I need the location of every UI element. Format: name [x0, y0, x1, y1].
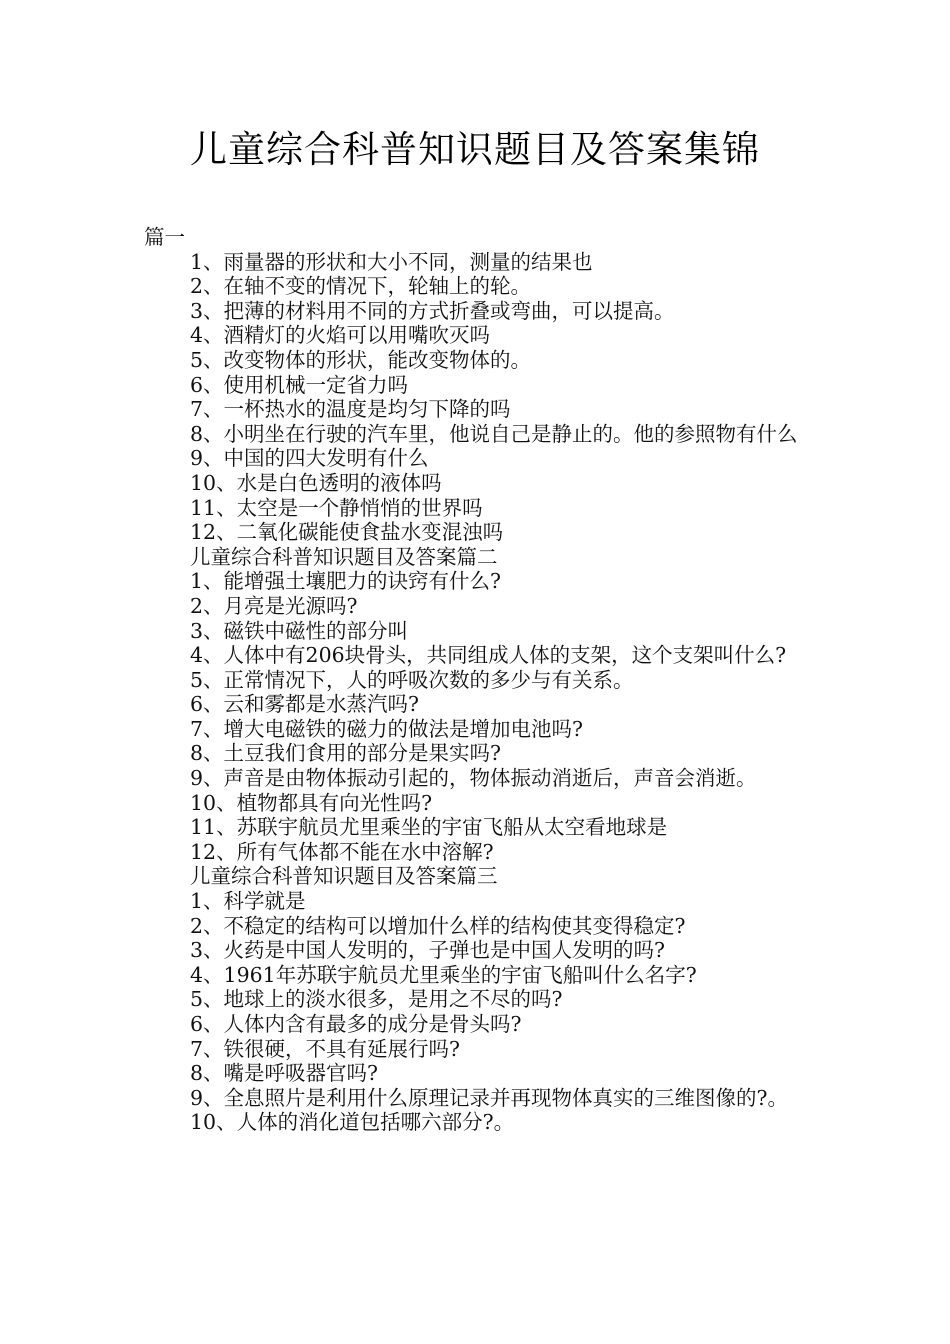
- question-line: 6、人体内含有最多的成分是骨头吗?: [190, 1012, 522, 1036]
- question-line: 1、科学就是: [190, 889, 306, 914]
- question-line: 8、嘴是呼吸器官吗?: [190, 1061, 379, 1086]
- question-line: 儿童综合科普知识题目及答案篇二: [190, 544, 498, 569]
- document-body: [144, 225, 810, 1135]
- question-line: 3、磁铁中磁性的部分叫: [190, 618, 409, 643]
- section-heading: 篇一: [144, 225, 185, 249]
- question-line: 7、铁很硬，不具有延展行吗?: [190, 1036, 461, 1061]
- question-line: 8、土豆我们食用的部分是果实吗?: [190, 741, 502, 766]
- question-line: 5、改变物体的形状，能改变物体的。: [190, 347, 532, 372]
- question-line: 11、苏联宇航员尤里乘坐的宇宙飞船从太空看地球是: [190, 815, 668, 840]
- question-line: 9、全息照片是利用什么原理记录并再现物体真实的三维图像的?。: [190, 1085, 789, 1110]
- question-line: 1、雨量器的形状和大小不同，测量的结果也: [190, 249, 593, 274]
- question-line: 4、酒精灯的火焰可以用嘴吹灭吗: [190, 323, 491, 348]
- question-line: 2、不稳定的结构可以增加什么样的结构使其变得稳定?: [190, 913, 686, 938]
- question-line: 2、月亮是光源吗?: [190, 593, 358, 618]
- question-line: 10、植物都具有向光性吗?: [190, 790, 433, 815]
- question-line: 9、声音是由物体振动引起的，物体振动消逝后，声音会消逝。: [190, 766, 757, 791]
- question-line: 4、人体中有206块骨头，共同组成人体的支架，这个支架叫什么?: [190, 643, 787, 668]
- question-line: 6、使用机械一定省力吗: [190, 372, 409, 397]
- question-line: 7、一杯热水的温度是均匀下降的吗: [190, 397, 511, 422]
- question-line: 3、把薄的材料用不同的方式折叠或弯曲，可以提高。: [190, 298, 675, 323]
- question-line: 12、所有气体都不能在水中溶解?: [190, 839, 494, 864]
- question-line: 5、地球上的淡水很多，是用之不尽的吗?: [190, 987, 563, 1012]
- question-line: 9、中国的四大发明有什么: [190, 446, 429, 471]
- question-line: 5、正常情况下，人的呼吸次数的多少与有关系。: [190, 667, 634, 692]
- question-line: 10、人体的消化道包括哪六部分?。: [190, 1110, 515, 1135]
- document-title: 儿童综合科普知识题目及答案集锦: [190, 128, 760, 171]
- question-line: 7、增大电磁铁的磁力的做法是增加电池吗?: [190, 716, 584, 741]
- question-line: 10、水是白色透明的液体吗: [190, 470, 442, 495]
- question-line: 1、能增强土壤肥力的诀窍有什么?: [190, 569, 502, 594]
- question-line: 儿童综合科普知识题目及答案篇三: [190, 864, 498, 889]
- question-line: 2、在轴不变的情况下，轮轴上的轮。: [190, 274, 532, 299]
- question-line: 8、小明坐在行驶的汽车里，他说自己是静止的。他的参照物有什么: [190, 421, 798, 446]
- question-line: 12、二氧化碳能使食盐水变混浊吗: [190, 520, 504, 545]
- question-line: 11、太空是一个静悄悄的世界吗: [190, 495, 483, 520]
- question-line: 6、云和雾都是水蒸汽吗?: [190, 692, 420, 717]
- question-line: 3、火药是中国人发明的，子弹也是中国人发明的吗?: [190, 938, 666, 963]
- question-line: 4、1961年苏联宇航员尤里乘坐的宇宙飞船叫什么名字?: [190, 962, 697, 987]
